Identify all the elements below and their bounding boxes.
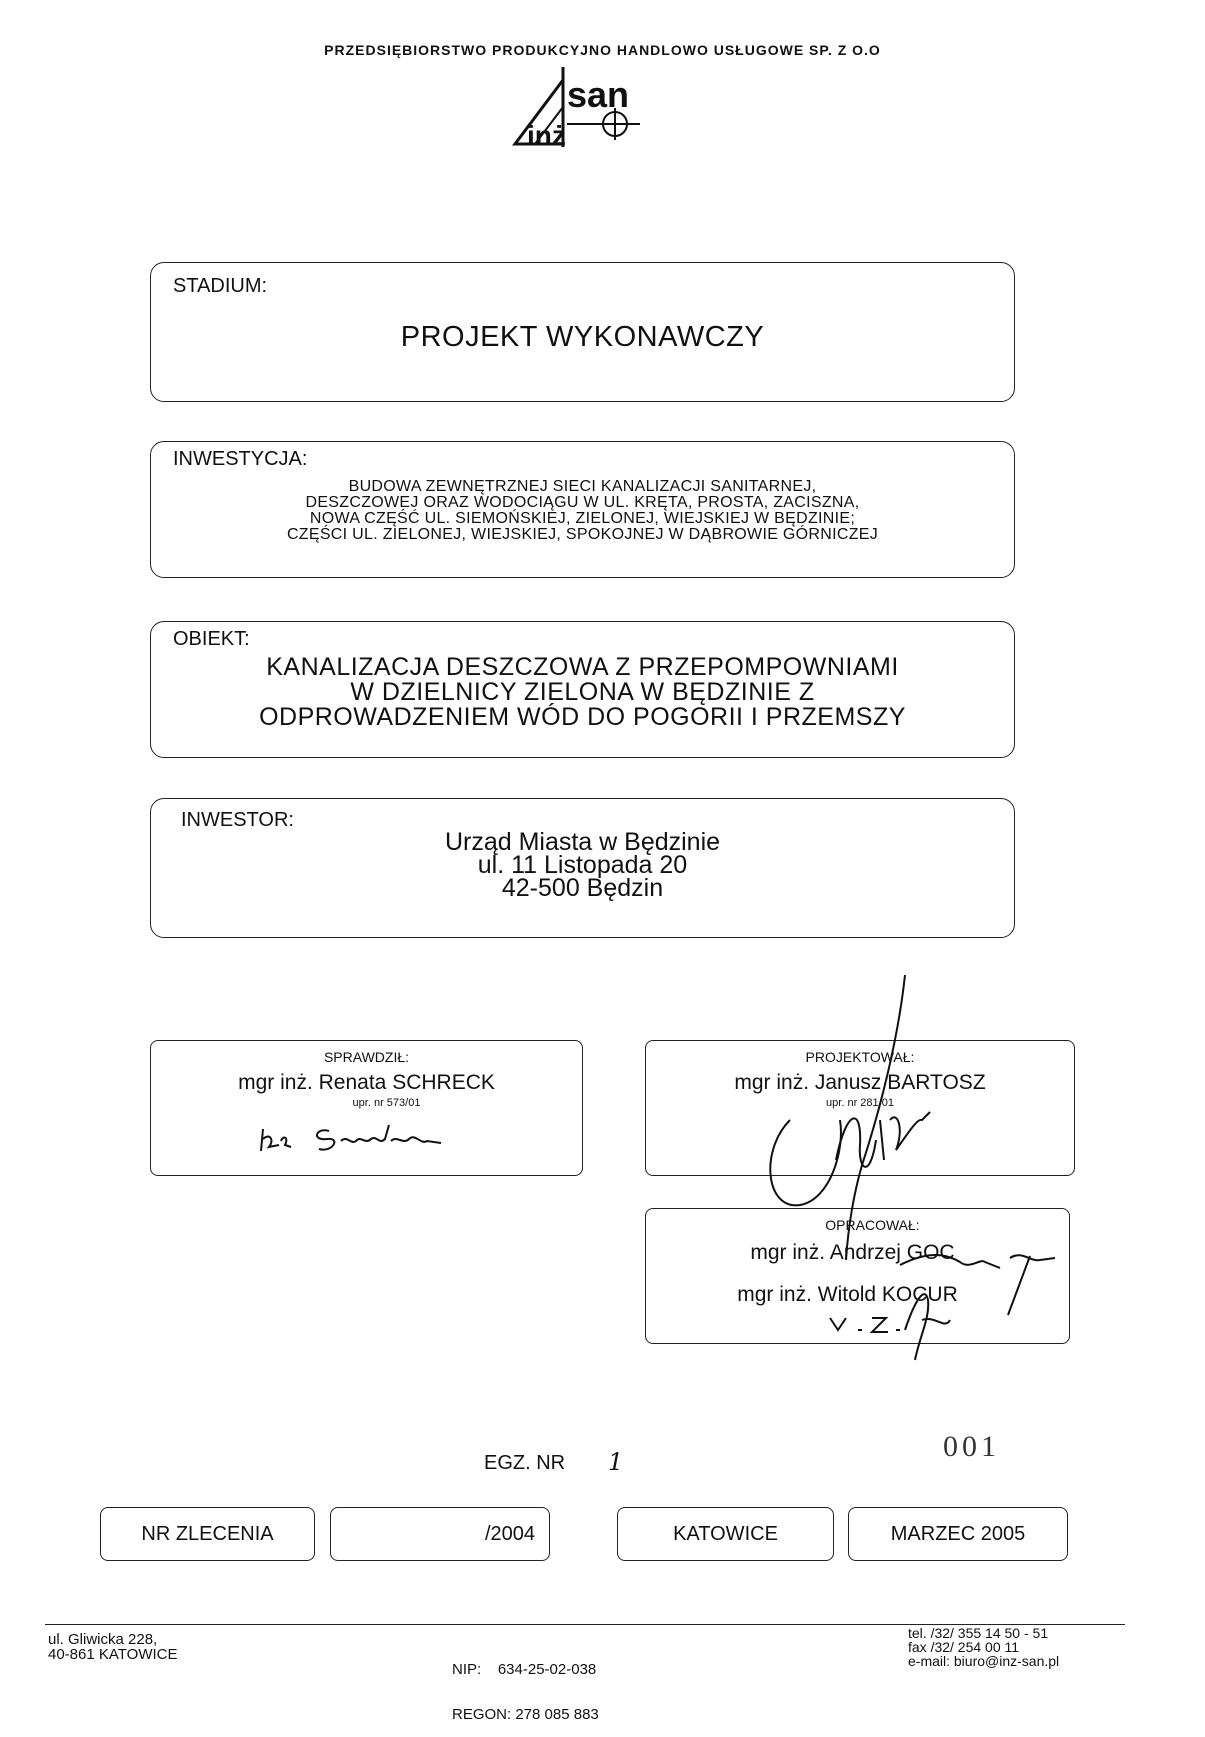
stadium-box xyxy=(150,262,1015,402)
obiekt-box xyxy=(150,621,1015,758)
projektowal-name: mgr inż. Janusz BARTOSZ xyxy=(734,1071,986,1094)
sprawdzil-name: mgr inż. Renata SCHRECK xyxy=(238,1071,495,1094)
company-name: PRZEDSIĘBIORSTWO PRODUKCYJNO HANDLOWO USŁUGOWE SP. Z O.O xyxy=(324,42,881,58)
inwestycja-line: DESZCZOWEJ ORAZ WODOCIĄGU W UL. KRĘTA, PROSTA, ZACISZNA, xyxy=(305,494,860,511)
opracowal-box xyxy=(645,1208,1070,1344)
order-number-box: /2004 xyxy=(330,1507,550,1561)
inwestycja-box xyxy=(150,441,1015,578)
footer-nip: NIP: 634-25-02-038 xyxy=(452,1661,597,1678)
logo-text-bottom: inż xyxy=(527,120,566,151)
stadium-label: STADIUM: xyxy=(173,275,268,297)
sprawdzil-label: SPRAWDZIŁ: xyxy=(323,1049,410,1065)
egz-value: 1 xyxy=(608,1448,624,1476)
date-box: MARZEC 2005 xyxy=(848,1507,1068,1561)
footer-address-line: 40-861 KATOWICE xyxy=(48,1646,178,1663)
inwestor-line: 42-500 Będzin xyxy=(501,874,664,902)
inwestor-line: ul. 11 Listopada 20 xyxy=(477,851,688,879)
footer-ids xyxy=(452,1632,599,1737)
footer-phone: tel. /32/ 355 14 50 - 51 xyxy=(908,1625,1049,1641)
logo-text-top: san xyxy=(567,74,630,115)
order-number-label-box: NR ZLECENIA xyxy=(100,1507,315,1561)
page-number: 001 xyxy=(943,1430,1000,1463)
inwestycja-line: CZĘŚCI UL. ZIELONEJ, WIEJSKIEJ, SPOKOJNEJ W DĄBROWIE GÓRNICZEJ xyxy=(286,526,879,543)
inwestycja-line: BUDOWA ZEWNĘTRZNEJ SIECI KANALIZACJI SANITARNEJ, xyxy=(348,478,817,495)
inwestor-box xyxy=(150,798,1015,938)
city-box: KATOWICE xyxy=(617,1507,834,1561)
inwestycja-line: NOWA CZĘŚĆ UL. SIEMOŃSKIEJ, ZIELONEJ, WIEJSKIEJ W BĘDZINIE; xyxy=(309,510,856,527)
obiekt-text xyxy=(151,655,1014,730)
sprawdzil-signature xyxy=(151,1041,584,1177)
inwestor-text xyxy=(151,828,1014,902)
footer-contact xyxy=(908,1626,1059,1668)
footer-regon: REGON: 278 085 883 xyxy=(452,1706,599,1723)
projektowal-upr: upr. nr 281/01 xyxy=(826,1097,894,1109)
obiekt-line: W DZIELNICY ZIELONA W BĘDZINIE Z xyxy=(350,678,815,706)
opracowal-label: OPRACOWAŁ: xyxy=(825,1217,920,1233)
sprawdzil-upr: upr. nr 573/01 xyxy=(352,1097,421,1109)
footer-address xyxy=(48,1632,178,1662)
sprawdzil-box xyxy=(150,1040,583,1176)
obiekt-line: ODPROWADZENIEM WÓD DO POGORII I PRZEMSZY xyxy=(259,703,906,731)
inwestycja-label: INWESTYCJA: xyxy=(173,448,308,470)
obiekt-line: KANALIZACJA DESZCZOWA Z PRZEPOMPOWNIAMI xyxy=(266,653,899,681)
company-logo xyxy=(505,62,655,150)
projektowal-label: PROJEKTOWAŁ: xyxy=(805,1049,915,1065)
obiekt-label: OBIEKT: xyxy=(173,628,250,650)
opracowal-name: mgr inż. Witold KOCUR xyxy=(737,1283,958,1306)
inwestycja-text xyxy=(151,479,1014,543)
egz-label: EGZ. NR xyxy=(484,1452,566,1474)
footer-email: e-mail: biuro@inz-san.pl xyxy=(908,1653,1060,1669)
stadium-value: PROJEKT WYKONAWCZY xyxy=(400,321,765,353)
opracowal-name: mgr inż. Andrzej GOC xyxy=(750,1241,955,1264)
inwestor-label: INWESTOR: xyxy=(181,809,294,831)
projektowal-box xyxy=(645,1040,1075,1176)
footer-fax: fax /32/ 254 00 11 xyxy=(908,1639,1020,1655)
inwestor-line: Urząd Miasta w Będzinie xyxy=(444,828,721,856)
footer-address-line: ul. Gliwicka 228, xyxy=(48,1631,158,1648)
